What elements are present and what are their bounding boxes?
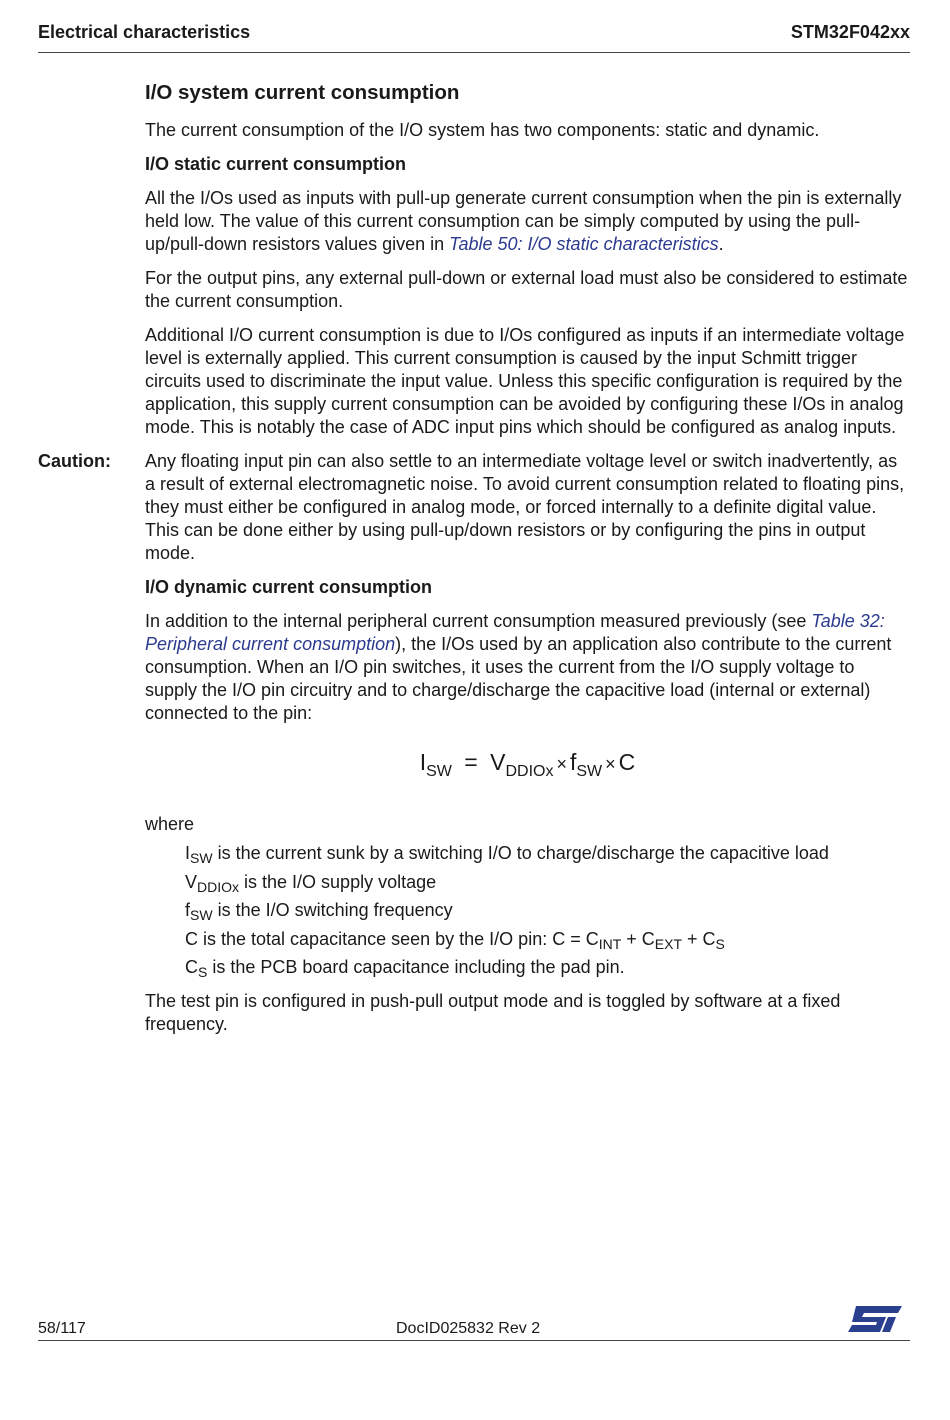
dynamic-p1-end: ), the I/Os used by an application also contribute to the current consumption. When an I/O pin switches, it uses the current from the I/O supply voltage to supply the I/O pin circuitry and to charge/discharge the capacitive load (internal or external) connected to the pin: bbox=[145, 634, 892, 723]
static-heading: I/O static current consumption bbox=[145, 154, 407, 174]
def-fsw bbox=[185, 899, 910, 922]
def-ctot-sub-s: S bbox=[715, 935, 725, 952]
def-isw-text: is the current sunk by a switching I/O to charge/discharge the capacitive load bbox=[212, 843, 829, 863]
static-p1-end: . bbox=[718, 234, 724, 254]
def-isw-sym: I bbox=[185, 843, 191, 863]
switching-current-formula bbox=[145, 747, 910, 787]
formula-v-sub: DDIOx bbox=[505, 763, 554, 780]
def-ctot-text: C is the total capacitance seen by the I/O pin: C = C bbox=[185, 928, 599, 949]
header-section-title: Electrical characteristics bbox=[38, 22, 251, 42]
formula-f-sub: SW bbox=[576, 763, 603, 780]
formula-equals: = bbox=[464, 749, 478, 775]
variable-definitions bbox=[185, 842, 910, 979]
def-cs-text: is the PCB board capacitance including the pad pin. bbox=[207, 957, 625, 977]
def-ctot-sub-ext: EXT bbox=[654, 935, 683, 952]
def-vddiox-sub: DDIOx bbox=[197, 878, 240, 895]
caution-block bbox=[38, 450, 910, 565]
page-footer bbox=[38, 1310, 910, 1341]
def-isw bbox=[185, 842, 910, 865]
formula-times-2: × bbox=[605, 754, 616, 774]
def-isw-sub: SW bbox=[190, 850, 213, 866]
def-ctot-mid2: + C bbox=[682, 928, 716, 949]
def-cs bbox=[185, 956, 910, 979]
dynamic-p1-start: In addition to the internal peripheral current consumption measured previously (see bbox=[145, 611, 812, 631]
formula-v: V bbox=[490, 749, 506, 775]
formula-c: C bbox=[618, 749, 636, 775]
closing-paragraph: The test pin is configured in push-pull output mode and is toggled by software at a fixed frequency. bbox=[145, 991, 841, 1034]
def-cs-sub: S bbox=[198, 964, 208, 980]
page-number: 58/117 bbox=[38, 1320, 86, 1337]
def-fsw-sub: SW bbox=[190, 907, 213, 923]
where-label: where bbox=[145, 814, 195, 834]
section-title: I/O system current consumption bbox=[145, 81, 460, 104]
def-ctot-sub-int: INT bbox=[598, 935, 622, 952]
header-part-number: STM32F042xx bbox=[790, 22, 910, 42]
page-header bbox=[38, 22, 910, 53]
def-ctot-mid1: + C bbox=[621, 928, 655, 949]
formula-i: I bbox=[419, 749, 427, 775]
table-50-link[interactable]: Table 50: I/O static characteristics bbox=[449, 234, 719, 254]
def-fsw-sym: f bbox=[185, 900, 191, 920]
static-paragraph-1 bbox=[145, 187, 910, 256]
static-paragraph-3: Additional I/O current consumption is due to I/Os configured as inputs if an intermediate voltage level is externally applied. This current consumption is caused by the input Schmitt trigger circuits used to discriminate the input value. Unless this specific configuration is required by the application, this supply current consumption can be avoided by configuring these I/Os in analog mode. This is notably the case of ADC input pins which should be configured as analog inputs. bbox=[145, 325, 905, 437]
def-fsw-text: is the I/O switching frequency bbox=[212, 900, 453, 920]
def-cs-sym: C bbox=[185, 957, 198, 977]
dynamic-heading: I/O dynamic current consumption bbox=[145, 577, 433, 597]
static-paragraph-2: For the output pins, any external pull-down or external load must also be considered to estimate the current consumption. bbox=[145, 268, 908, 311]
def-c-total bbox=[185, 928, 910, 951]
static-p1-text: All the I/Os used as inputs with pull-up generate current consumption when the pin is externally held low. The value of this current consumption can be simply computed by using the pull-up/pull-down resistors values given in bbox=[145, 188, 902, 254]
def-vddiox bbox=[185, 871, 910, 894]
caution-label: Caution: bbox=[38, 451, 111, 471]
caution-text: Any floating input pin can also settle to an intermediate voltage level or switch inadvertently, as a result of external electromagnetic noise. To avoid current consumption related to floating pins, they must either be configured in analog mode, or forced internally to a definite digital value. This can be done either by using pull-up/down resistors or by configuring the pins in output mode. bbox=[145, 451, 905, 563]
document-id: DocID025832 Rev 2 bbox=[396, 1320, 541, 1337]
def-vddiox-text: is the I/O supply voltage bbox=[239, 871, 437, 892]
table-32-link[interactable]: Table 32: Peripheral current consumption bbox=[145, 611, 885, 654]
intro-paragraph: The current consumption of the I/O system has two components: static and dynamic. bbox=[145, 120, 820, 140]
formula-times-1: × bbox=[556, 754, 567, 774]
main-content bbox=[38, 80, 910, 1047]
formula-i-sub: SW bbox=[426, 763, 452, 780]
st-logo-icon bbox=[846, 1304, 904, 1334]
dynamic-paragraph-1 bbox=[145, 610, 910, 725]
def-vddiox-sym: V bbox=[185, 871, 198, 892]
formula-f: f bbox=[569, 749, 577, 775]
